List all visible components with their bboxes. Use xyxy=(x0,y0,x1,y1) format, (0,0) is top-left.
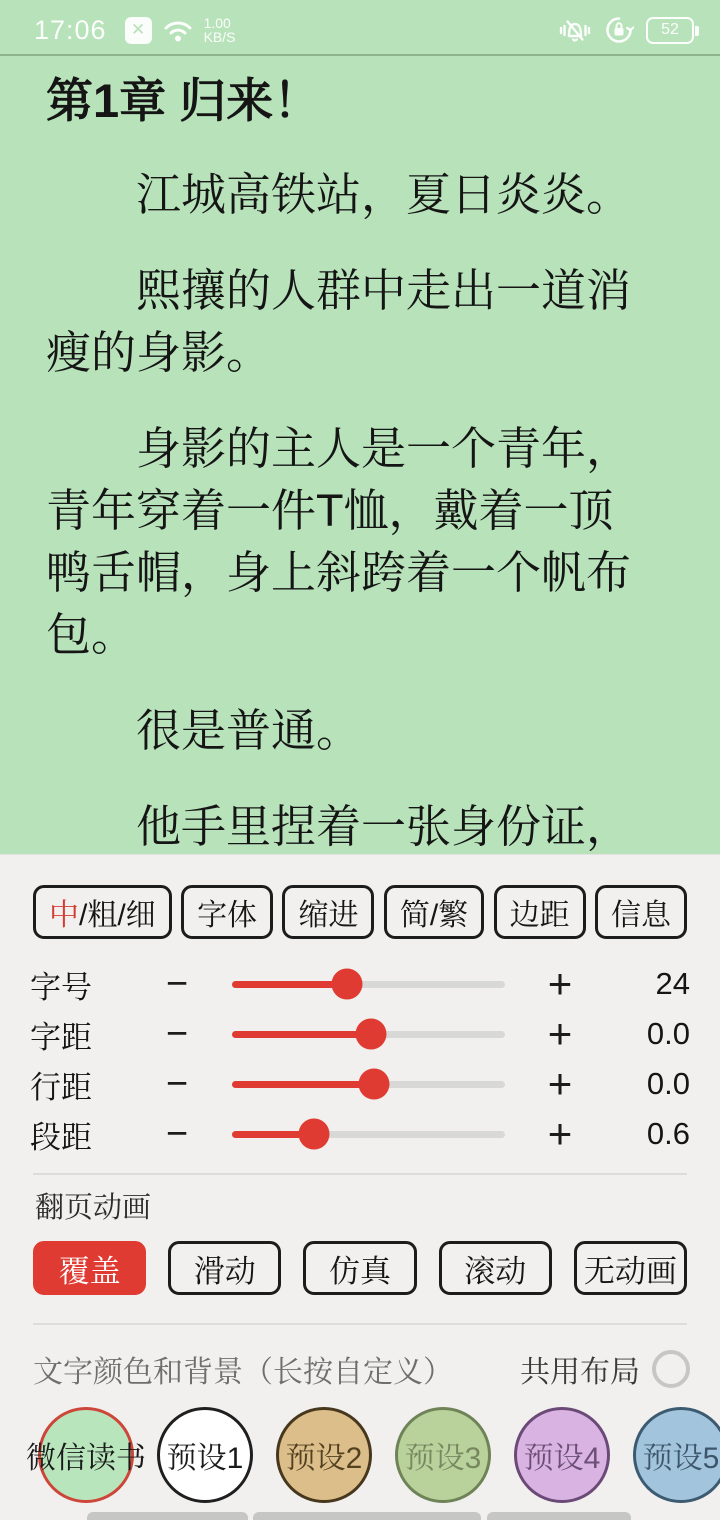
divider xyxy=(33,1323,687,1325)
wifi-icon xyxy=(162,17,194,43)
paragraph-spacing-slider-row xyxy=(30,1109,690,1159)
font-weight-active-label: 中 xyxy=(49,899,79,932)
mute-bell-icon xyxy=(558,15,592,45)
shared-layout-toggle[interactable] xyxy=(520,1347,690,1391)
status-bar-right xyxy=(558,15,694,45)
clock: 17:06 xyxy=(34,14,107,45)
text-line: 江城高铁站，夏日炎炎。 xyxy=(136,169,632,220)
letter-spacing-slider-row xyxy=(30,1009,690,1059)
paragraph-spacing-slider[interactable] xyxy=(232,1131,505,1138)
theme-preset-5[interactable]: 预设5 xyxy=(633,1407,720,1503)
page-animation-options xyxy=(33,1241,687,1295)
animation-cover-button[interactable]: 覆盖 xyxy=(33,1241,146,1295)
slider-thumb[interactable] xyxy=(331,969,362,1000)
line-spacing-slider-row xyxy=(30,1059,690,1109)
status-bar-left xyxy=(34,15,235,46)
slider-thumb[interactable] xyxy=(356,1019,387,1050)
line-spacing-decrease-button[interactable]: − xyxy=(165,1063,189,1105)
color-section-header xyxy=(33,1347,690,1391)
theme-preset-4[interactable]: 预设4 xyxy=(514,1407,610,1503)
font-weight-rest-label: /粗/细 xyxy=(79,899,156,932)
animation-none-button[interactable]: 无动画 xyxy=(574,1241,687,1295)
letter-spacing-decrease-button[interactable]: − xyxy=(165,1013,189,1055)
paragraph xyxy=(46,260,674,384)
status-bar xyxy=(0,0,720,56)
letter-spacing-slider[interactable] xyxy=(232,1031,505,1038)
theme-preset-3[interactable]: 预设3 xyxy=(395,1407,491,1503)
font-size-label: 字号 xyxy=(30,969,92,1005)
paragraph-spacing-label: 段距 xyxy=(30,1119,92,1155)
font-size-value: 24 xyxy=(655,966,690,1001)
line-spacing-slider[interactable] xyxy=(232,1081,505,1088)
animation-simulation-button[interactable]: 仿真 xyxy=(303,1241,416,1295)
margin-button[interactable]: 边距 xyxy=(494,885,586,939)
simplified-traditional-button[interactable]: 简/繁 xyxy=(384,885,484,939)
font-size-decrease-button[interactable]: − xyxy=(165,963,189,1005)
font-size-slider-row xyxy=(30,959,690,1009)
letter-spacing-label: 字距 xyxy=(30,1019,92,1055)
display-settings-panel xyxy=(0,854,720,1520)
text-line: 他手里捏着一张身份证， xyxy=(136,801,632,852)
indent-button[interactable]: 缩进 xyxy=(282,885,374,939)
theme-preset-1[interactable]: 预设1 xyxy=(157,1407,253,1503)
animation-slide-button[interactable]: 滑动 xyxy=(168,1241,281,1295)
network-speed: 1.00 KB/S xyxy=(203,15,236,45)
shared-layout-label: 共用布局 xyxy=(520,1356,640,1389)
color-section-label: 文字颜色和背景（长按自定义） xyxy=(33,1356,453,1389)
slider-thumb[interactable] xyxy=(358,1069,389,1100)
paragraph xyxy=(46,418,674,666)
slider-thumb[interactable] xyxy=(298,1119,329,1150)
hidden-row-button[interactable] xyxy=(253,1512,481,1520)
hidden-row-peek xyxy=(0,1512,720,1520)
line-spacing-label: 行距 xyxy=(30,1069,92,1105)
line-spacing-increase-button[interactable]: + xyxy=(547,1060,573,1107)
divider xyxy=(33,1173,687,1175)
style-chip-row xyxy=(33,885,687,939)
text-line: 瘦的身影。 xyxy=(46,327,272,378)
paragraph xyxy=(46,796,674,854)
paragraph-spacing-decrease-button[interactable]: − xyxy=(165,1113,189,1155)
slider-group xyxy=(30,959,690,1159)
animation-scroll-button[interactable]: 滚动 xyxy=(439,1241,552,1295)
letter-spacing-increase-button[interactable]: + xyxy=(547,1010,573,1057)
text-line: 包。 xyxy=(46,609,137,660)
rotation-lock-icon xyxy=(604,15,634,45)
font-size-increase-button[interactable]: + xyxy=(547,960,573,1007)
line-spacing-value: 0.0 xyxy=(646,1066,690,1101)
hidden-row-button[interactable] xyxy=(87,1512,248,1520)
shared-layout-radio[interactable] xyxy=(652,1350,690,1388)
no-sim-icon: ✕ xyxy=(125,17,152,44)
paragraph xyxy=(46,700,674,762)
chapter-title: 第1章 归来！ xyxy=(46,74,321,127)
page-animation-label: 翻页动画 xyxy=(35,1192,152,1224)
hidden-row-button[interactable] xyxy=(487,1512,631,1520)
text-line: 身影的主人是一个青年， xyxy=(136,423,632,474)
paragraph-spacing-increase-button[interactable]: + xyxy=(547,1110,573,1157)
theme-preset-wechat[interactable]: 微信读书 xyxy=(38,1407,134,1503)
letter-spacing-value: 0.0 xyxy=(646,1016,690,1051)
text-line: 熙攘的人群中走出一道消 xyxy=(136,265,632,316)
text-line: 青年穿着一件T恤，戴着一顶 xyxy=(46,485,614,536)
font-size-slider[interactable] xyxy=(232,981,505,988)
paragraph xyxy=(46,164,674,226)
font-weight-button[interactable] xyxy=(33,885,172,939)
info-button[interactable]: 信息 xyxy=(595,885,687,939)
theme-preset-2[interactable]: 预设2 xyxy=(276,1407,372,1503)
paragraph-spacing-value: 0.6 xyxy=(646,1116,690,1151)
text-line: 很是普通。 xyxy=(136,705,362,756)
font-family-button[interactable]: 字体 xyxy=(181,885,273,939)
battery-indicator: 52 xyxy=(646,17,694,44)
text-line: 鸭舌帽，身上斜跨着一个帆布 xyxy=(46,547,632,598)
page-content xyxy=(0,72,720,854)
theme-preset-row xyxy=(0,1407,720,1503)
